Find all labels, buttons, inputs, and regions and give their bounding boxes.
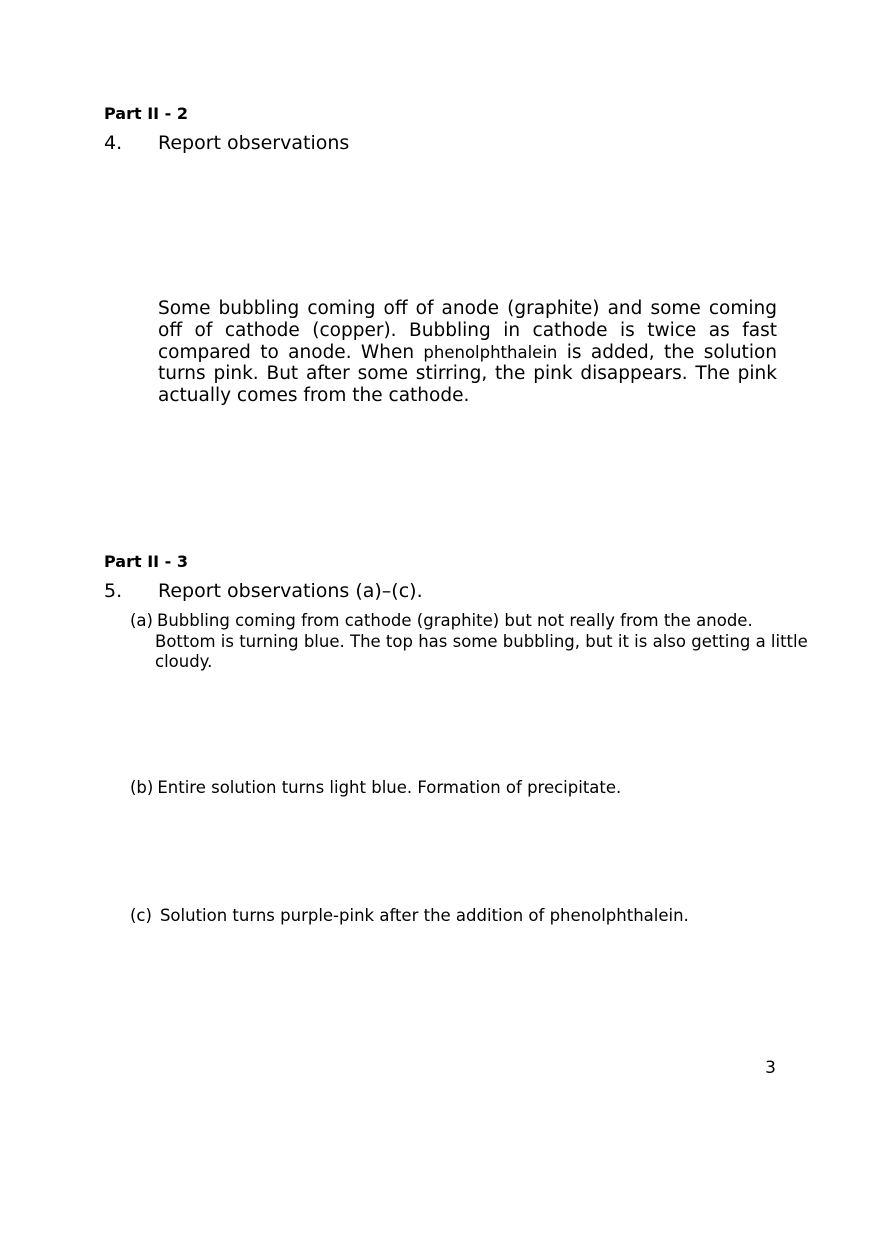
section-heading-part-ii-2: Part II - 2	[104, 104, 189, 123]
answer-question-4	[158, 298, 777, 407]
answer-text-part-2: is added, the solution turns pink. But after some stirring, the pink disappears. The pink actually comes from the cathode.	[158, 341, 777, 407]
sub-answer-label: (c)	[130, 906, 152, 925]
sub-answer-text: Entire solution turns light blue. Formation of precipitate.	[157, 778, 622, 797]
question-text: Report observations	[158, 132, 350, 154]
page-number: 3	[765, 1058, 776, 1078]
sub-answer-text: Bubbling coming from cathode (graphite) but not really from the anode. Bottom is turning blue. The top has some bubbling, but it is also getting a little cloudy.	[155, 611, 808, 671]
answer-text-part-1: Some bubbling coming off of anode (graphite) and some coming off of cathode (copper). Bubbling in cathode is twice as fast compared to anode. When	[158, 298, 777, 363]
question-text: Report observations (a)–(c).	[158, 580, 423, 602]
sub-answer-text: Solution turns purple-pink after the addition of phenolphthalein.	[159, 906, 689, 925]
sub-answer-label: (a)	[130, 611, 153, 630]
question-number: 5.	[104, 580, 123, 602]
sub-answer-b	[130, 778, 621, 799]
sub-answer-label: (b)	[130, 778, 154, 797]
question-5	[104, 579, 504, 603]
section-heading-part-ii-3: Part II - 3	[104, 552, 189, 571]
question-4	[104, 131, 504, 155]
answer-text-phenolphthalein: phenolphthalein	[423, 342, 558, 362]
sub-answer-a	[130, 611, 815, 673]
sub-answer-c	[130, 906, 689, 927]
question-number: 4.	[104, 132, 123, 154]
